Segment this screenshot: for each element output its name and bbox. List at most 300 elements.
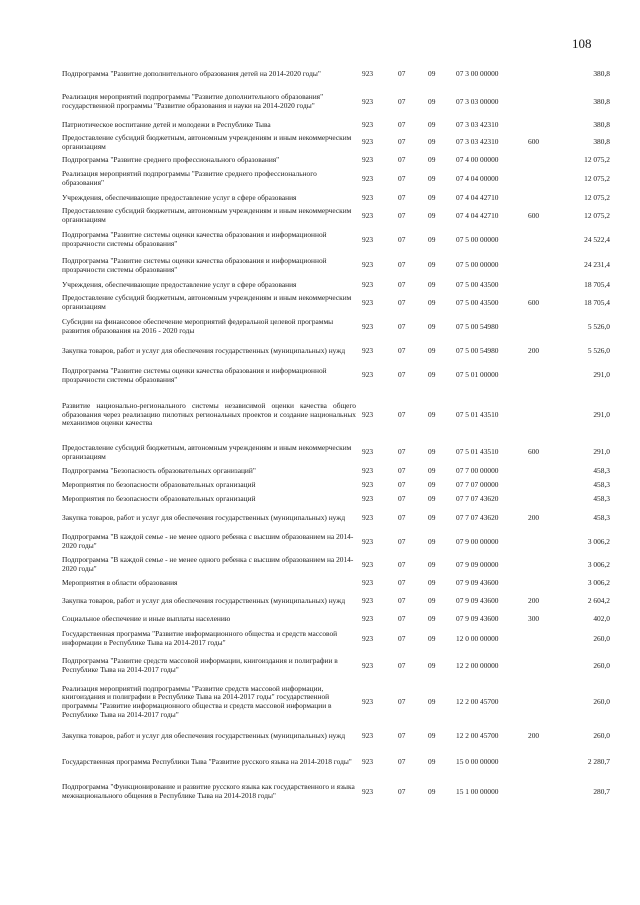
row-subsection-code <box>428 86 456 118</box>
row-section-code <box>398 278 428 292</box>
row-ved-code-text: 923 <box>362 192 374 202</box>
row-target-article-text: 07 7 00 00000 <box>456 465 499 475</box>
row-subsection-code-text: 09 <box>428 279 436 289</box>
row-subsection-code-text: 09 <box>428 633 436 643</box>
row-target-article <box>456 340 528 362</box>
table-row <box>62 86 610 118</box>
table-row <box>62 278 610 292</box>
row-expense-type-text: 600 <box>528 210 540 220</box>
row-name-text: Развитие национально-регионального системы независимой оценки качества общего образования через реализацию пилотных региональных проектов и создание национальных механизмов оценки качества <box>62 401 356 428</box>
row-ved-code <box>362 775 398 809</box>
row-expense-type-text: 600 <box>528 447 540 457</box>
row-amount <box>558 652 610 680</box>
row-amount <box>558 153 610 167</box>
row-target-article <box>456 205 528 227</box>
row-target-article <box>456 153 528 167</box>
row-target-article-text: 07 5 00 00000 <box>456 260 499 270</box>
table-row <box>62 775 610 809</box>
row-subsection-code-text: 09 <box>428 493 436 503</box>
row-amount-text: 280,7 <box>593 786 610 796</box>
row-subsection-code-text: 09 <box>428 409 436 419</box>
row-section-code <box>398 253 428 278</box>
row-section-code <box>398 554 428 576</box>
row-amount-text: 402,0 <box>593 613 610 623</box>
row-expense-type <box>528 389 558 441</box>
row-amount-text: 291,0 <box>593 447 610 457</box>
row-name <box>62 314 362 340</box>
row-subsection-code <box>428 314 456 340</box>
row-name <box>62 389 362 441</box>
table-row <box>62 492 610 506</box>
row-expense-type <box>528 724 558 749</box>
row-section-code-text: 07 <box>398 633 406 643</box>
table-row <box>62 612 610 626</box>
row-target-article <box>456 590 528 612</box>
row-target-article <box>456 554 528 576</box>
row-ved-code-text: 923 <box>362 493 374 503</box>
row-name-text: Закупка товаров, работ и услуг для обеспечения государственных (муниципальных) нужд <box>62 731 346 741</box>
table-row <box>62 227 610 253</box>
row-name <box>62 590 362 612</box>
page-number: 108 <box>572 36 592 51</box>
row-amount <box>558 132 610 153</box>
row-subsection-code <box>428 292 456 314</box>
row-amount-text: 380,8 <box>593 96 610 106</box>
row-name <box>62 506 362 530</box>
row-section-code <box>398 492 428 506</box>
table-row <box>62 506 610 530</box>
row-subsection-code-text: 09 <box>428 479 436 489</box>
row-ved-code <box>362 118 398 132</box>
row-expense-type <box>528 167 558 191</box>
row-subsection-code <box>428 62 456 86</box>
row-expense-type <box>528 362 558 389</box>
row-subsection-code-text: 09 <box>428 613 436 623</box>
row-section-code <box>398 464 428 478</box>
row-subsection-code <box>428 227 456 253</box>
row-section-code <box>398 506 428 530</box>
row-target-article-text: 07 7 07 43620 <box>456 512 499 522</box>
row-name-text: Предоставление субсидий бюджетным, автономным учреждениям и иным некоммерческим организациям <box>62 293 352 311</box>
row-section-code <box>398 576 428 590</box>
table-row <box>62 530 610 554</box>
row-amount <box>558 167 610 191</box>
table-row <box>62 132 610 153</box>
row-expense-type <box>528 278 558 292</box>
row-name-text: Закупка товаров, работ и услуг для обеспечения государственных (муниципальных) нужд <box>62 595 346 605</box>
row-target-article <box>456 464 528 478</box>
row-name-text: Реализация мероприятий подпрограммы "Развитие среднего профессионального образования" <box>62 169 317 187</box>
row-name <box>62 167 362 191</box>
row-amount <box>558 749 610 775</box>
row-ved-code-text: 923 <box>362 731 374 741</box>
row-section-code-text: 07 <box>398 409 406 419</box>
row-amount-text: 291,0 <box>593 409 610 419</box>
row-subsection-code <box>428 153 456 167</box>
row-expense-type-text: 200 <box>528 512 540 522</box>
row-section-code-text: 07 <box>398 173 406 183</box>
row-target-article <box>456 441 528 464</box>
row-subsection-code <box>428 167 456 191</box>
row-expense-type <box>528 340 558 362</box>
row-expense-type <box>528 492 558 506</box>
row-subsection-code <box>428 118 456 132</box>
row-ved-code-text: 923 <box>362 279 374 289</box>
row-subsection-code <box>428 278 456 292</box>
row-subsection-code-text: 09 <box>428 731 436 741</box>
table-row <box>62 167 610 191</box>
row-section-code-text: 07 <box>398 260 406 270</box>
row-ved-code-text: 923 <box>362 173 374 183</box>
row-target-article <box>456 680 528 724</box>
row-name-text: Подпрограмма "Безопасность образовательных организаций" <box>62 465 256 475</box>
row-expense-type <box>528 590 558 612</box>
row-name <box>62 253 362 278</box>
row-name <box>62 227 362 253</box>
row-section-code <box>398 167 428 191</box>
row-amount <box>558 86 610 118</box>
row-ved-code <box>362 389 398 441</box>
row-expense-type <box>528 612 558 626</box>
row-target-article-text: 07 4 00 00000 <box>456 154 499 164</box>
row-amount-text: 260,0 <box>593 633 610 643</box>
table-row <box>62 590 610 612</box>
row-section-code-text: 07 <box>398 479 406 489</box>
row-section-code <box>398 362 428 389</box>
row-name-text: Подпрограмма "В каждой семье - не менее одного ребенка с высшим образованием на 2014-2020 годы" <box>62 555 354 573</box>
row-section-code <box>398 227 428 253</box>
row-target-article <box>456 227 528 253</box>
row-section-code-text: 07 <box>398 345 406 355</box>
row-subsection-code-text: 09 <box>428 345 436 355</box>
row-amount <box>558 724 610 749</box>
row-subsection-code-text: 09 <box>428 154 436 164</box>
row-section-code-text: 07 <box>398 154 406 164</box>
row-subsection-code <box>428 362 456 389</box>
row-amount-text: 260,0 <box>593 696 610 706</box>
row-section-code-text: 07 <box>398 234 406 244</box>
row-amount-text: 380,8 <box>593 68 610 78</box>
row-name <box>62 62 362 86</box>
row-amount-text: 260,0 <box>593 731 610 741</box>
row-target-article-text: 07 9 09 43600 <box>456 595 499 605</box>
row-section-code-text: 07 <box>398 696 406 706</box>
row-name-text: Подпрограмма "Функционирование и развитие русского языка как государственного и языка межнационального общения в Республике Тыва на 2014-2018 годы" <box>62 782 355 800</box>
row-ved-code <box>362 362 398 389</box>
row-ved-code-text: 923 <box>362 119 374 129</box>
row-target-article-text: 07 9 00 00000 <box>456 536 499 546</box>
table-row <box>62 724 610 749</box>
row-name <box>62 132 362 153</box>
row-expense-type <box>528 118 558 132</box>
row-ved-code <box>362 314 398 340</box>
row-name-text: Учреждения, обеспечивающие предоставление услуг в сфере образования <box>62 192 297 202</box>
row-subsection-code <box>428 205 456 227</box>
row-name <box>62 492 362 506</box>
row-name-text: Подпрограмма "Развитие системы оценки качества образования и информационной прозрачности системы образования" <box>62 255 327 274</box>
row-ved-code <box>362 167 398 191</box>
row-target-article <box>456 253 528 278</box>
row-target-article <box>456 626 528 652</box>
row-ved-code-text: 923 <box>362 595 374 605</box>
row-amount <box>558 227 610 253</box>
row-amount-text: 380,8 <box>593 137 610 147</box>
row-subsection-code <box>428 680 456 724</box>
row-ved-code-text: 923 <box>362 756 374 766</box>
row-ved-code <box>362 227 398 253</box>
row-ved-code-text: 923 <box>362 370 374 380</box>
row-subsection-code-text: 09 <box>428 512 436 522</box>
row-ved-code-text: 923 <box>362 137 374 147</box>
row-ved-code <box>362 530 398 554</box>
row-name <box>62 652 362 680</box>
row-section-code <box>398 118 428 132</box>
row-target-article <box>456 278 528 292</box>
row-ved-code-text: 923 <box>362 297 374 307</box>
row-subsection-code-text: 09 <box>428 234 436 244</box>
row-expense-type-text: 600 <box>528 297 540 307</box>
row-target-article <box>456 652 528 680</box>
table-row <box>62 292 610 314</box>
row-target-article <box>456 292 528 314</box>
row-expense-type <box>528 62 558 86</box>
table-row <box>62 680 610 724</box>
row-subsection-code <box>428 441 456 464</box>
row-ved-code-text: 923 <box>362 559 374 569</box>
row-expense-type <box>528 652 558 680</box>
row-expense-type-text: 200 <box>528 731 540 741</box>
row-section-code <box>398 590 428 612</box>
row-amount-text: 24 231,4 <box>584 260 610 270</box>
row-amount-text: 291,0 <box>593 370 610 380</box>
table-row <box>62 652 610 680</box>
row-amount <box>558 626 610 652</box>
row-amount <box>558 530 610 554</box>
row-subsection-code <box>428 506 456 530</box>
row-section-code-text: 07 <box>398 595 406 605</box>
row-amount <box>558 314 610 340</box>
row-subsection-code <box>428 389 456 441</box>
row-ved-code <box>362 340 398 362</box>
row-amount <box>558 278 610 292</box>
row-subsection-code-text: 09 <box>428 786 436 796</box>
row-subsection-code-text: 09 <box>428 68 436 78</box>
row-amount-text: 5 526,0 <box>587 345 610 355</box>
row-target-article <box>456 191 528 205</box>
row-ved-code <box>362 749 398 775</box>
row-amount-text: 5 526,0 <box>587 321 610 331</box>
row-amount <box>558 590 610 612</box>
row-subsection-code-text: 09 <box>428 756 436 766</box>
row-name <box>62 775 362 809</box>
row-expense-type <box>528 86 558 118</box>
row-target-article-text: 07 5 00 43500 <box>456 279 499 289</box>
row-amount-text: 458,3 <box>593 465 610 475</box>
row-ved-code-text: 923 <box>362 660 374 670</box>
row-expense-type-text: 300 <box>528 613 540 623</box>
row-amount-text: 2 604,2 <box>587 595 610 605</box>
row-section-code-text: 07 <box>398 321 406 331</box>
row-target-article-text: 07 3 03 00000 <box>456 96 499 106</box>
row-subsection-code-text: 09 <box>428 260 436 270</box>
row-expense-type <box>528 749 558 775</box>
row-name <box>62 626 362 652</box>
row-expense-type <box>528 253 558 278</box>
row-ved-code <box>362 680 398 724</box>
table-row <box>62 749 610 775</box>
row-target-article <box>456 724 528 749</box>
table-row <box>62 118 610 132</box>
row-subsection-code <box>428 554 456 576</box>
row-name-text: Социальное обеспечение и иные выплаты населению <box>62 613 231 623</box>
table-row <box>62 153 610 167</box>
row-subsection-code <box>428 132 456 153</box>
row-ved-code <box>362 554 398 576</box>
row-subsection-code-text: 09 <box>428 370 436 380</box>
row-target-article-text: 07 5 00 54980 <box>456 321 499 331</box>
row-subsection-code-text: 09 <box>428 536 436 546</box>
row-subsection-code <box>428 492 456 506</box>
row-section-code-text: 07 <box>398 465 406 475</box>
row-section-code <box>398 340 428 362</box>
row-amount <box>558 118 610 132</box>
row-subsection-code-text: 09 <box>428 119 436 129</box>
row-section-code <box>398 626 428 652</box>
row-subsection-code-text: 09 <box>428 137 436 147</box>
row-subsection-code <box>428 478 456 492</box>
table-row <box>62 62 610 86</box>
row-ved-code-text: 923 <box>362 786 374 796</box>
row-ved-code-text: 923 <box>362 512 374 522</box>
row-ved-code-text: 923 <box>362 96 374 106</box>
row-amount <box>558 464 610 478</box>
row-ved-code-text: 923 <box>362 465 374 475</box>
row-expense-type <box>528 478 558 492</box>
row-section-code <box>398 612 428 626</box>
row-target-article-text: 07 5 00 43500 <box>456 297 499 307</box>
row-name-text: Подпрограмма "Развитие средств массовой информации, книгоиздания и полиграфии в Республике Тыва на 2014-2017 годы" <box>62 656 338 674</box>
row-target-article-text: 07 9 09 43600 <box>456 613 499 623</box>
row-ved-code-text: 923 <box>362 633 374 643</box>
row-expense-type <box>528 530 558 554</box>
row-target-article-text: 07 3 00 00000 <box>456 68 499 78</box>
table-row <box>62 441 610 464</box>
row-section-code <box>398 191 428 205</box>
row-target-article-text: 07 5 01 43510 <box>456 447 499 457</box>
row-subsection-code <box>428 576 456 590</box>
row-section-code-text: 07 <box>398 536 406 546</box>
row-name-text: Предоставление субсидий бюджетным, автономным учреждениям и иным некоммерческим организациям <box>62 442 352 461</box>
row-amount <box>558 775 610 809</box>
row-amount-text: 12 075,2 <box>584 210 610 220</box>
row-section-code-text: 07 <box>398 279 406 289</box>
row-ved-code-text: 923 <box>362 613 374 623</box>
row-target-article <box>456 492 528 506</box>
row-section-code <box>398 132 428 153</box>
row-subsection-code <box>428 590 456 612</box>
budget-table <box>62 62 610 809</box>
row-expense-type-text: 200 <box>528 345 540 355</box>
row-name <box>62 292 362 314</box>
row-ved-code-text: 923 <box>362 447 374 457</box>
row-amount <box>558 253 610 278</box>
row-target-article-text: 12 2 00 00000 <box>456 660 499 670</box>
row-section-code <box>398 62 428 86</box>
row-name-text: Учреждения, обеспечивающие предоставление услуг в сфере образования <box>62 279 297 289</box>
row-name <box>62 749 362 775</box>
row-ved-code-text: 923 <box>362 536 374 546</box>
row-name <box>62 724 362 749</box>
row-target-article-text: 12 2 00 45700 <box>456 696 499 706</box>
row-amount <box>558 478 610 492</box>
row-amount-text: 2 280,7 <box>587 756 610 766</box>
row-ved-code-text: 923 <box>362 260 374 270</box>
row-ved-code-text: 923 <box>362 321 374 331</box>
row-amount <box>558 680 610 724</box>
row-expense-type <box>528 464 558 478</box>
row-section-code <box>398 441 428 464</box>
row-subsection-code <box>428 652 456 680</box>
row-expense-type <box>528 153 558 167</box>
row-amount-text: 12 075,2 <box>584 154 610 164</box>
row-expense-type <box>528 626 558 652</box>
row-amount <box>558 191 610 205</box>
row-name <box>62 554 362 576</box>
row-name-text: Государственная программа "Развитие информационного общества и средств массовой информации в Республике Тыва на 2014-2017 годы" <box>62 629 338 647</box>
row-ved-code <box>362 132 398 153</box>
row-subsection-code-text: 09 <box>428 192 436 202</box>
row-amount-text: 3 006,2 <box>587 577 610 587</box>
row-target-article <box>456 362 528 389</box>
row-subsection-code <box>428 626 456 652</box>
row-target-article <box>456 612 528 626</box>
row-amount-text: 12 075,2 <box>584 173 610 183</box>
row-section-code-text: 07 <box>398 68 406 78</box>
row-section-code-text: 07 <box>398 613 406 623</box>
row-ved-code <box>362 441 398 464</box>
row-amount <box>558 492 610 506</box>
row-amount <box>558 62 610 86</box>
row-ved-code <box>362 205 398 227</box>
row-amount <box>558 612 610 626</box>
row-target-article <box>456 167 528 191</box>
row-section-code <box>398 749 428 775</box>
row-section-code <box>398 389 428 441</box>
row-target-article-text: 07 7 07 43620 <box>456 493 499 503</box>
table-row <box>62 464 610 478</box>
table-row <box>62 191 610 205</box>
row-target-article-text: 07 5 00 54980 <box>456 345 499 355</box>
row-ved-code <box>362 506 398 530</box>
row-amount <box>558 205 610 227</box>
row-target-article-text: 07 7 07 00000 <box>456 479 499 489</box>
row-target-article <box>456 389 528 441</box>
row-name-text: Мероприятия по безопасности образовательных организаций <box>62 479 256 489</box>
row-expense-type <box>528 680 558 724</box>
row-amount <box>558 362 610 389</box>
row-subsection-code <box>428 253 456 278</box>
row-name <box>62 205 362 227</box>
row-ved-code <box>362 86 398 118</box>
row-section-code-text: 07 <box>398 559 406 569</box>
row-section-code-text: 07 <box>398 137 406 147</box>
row-target-article <box>456 576 528 590</box>
row-ved-code <box>362 62 398 86</box>
row-target-article <box>456 506 528 530</box>
row-section-code <box>398 680 428 724</box>
row-target-article-text: 07 3 03 42310 <box>456 137 499 147</box>
row-ved-code <box>362 724 398 749</box>
